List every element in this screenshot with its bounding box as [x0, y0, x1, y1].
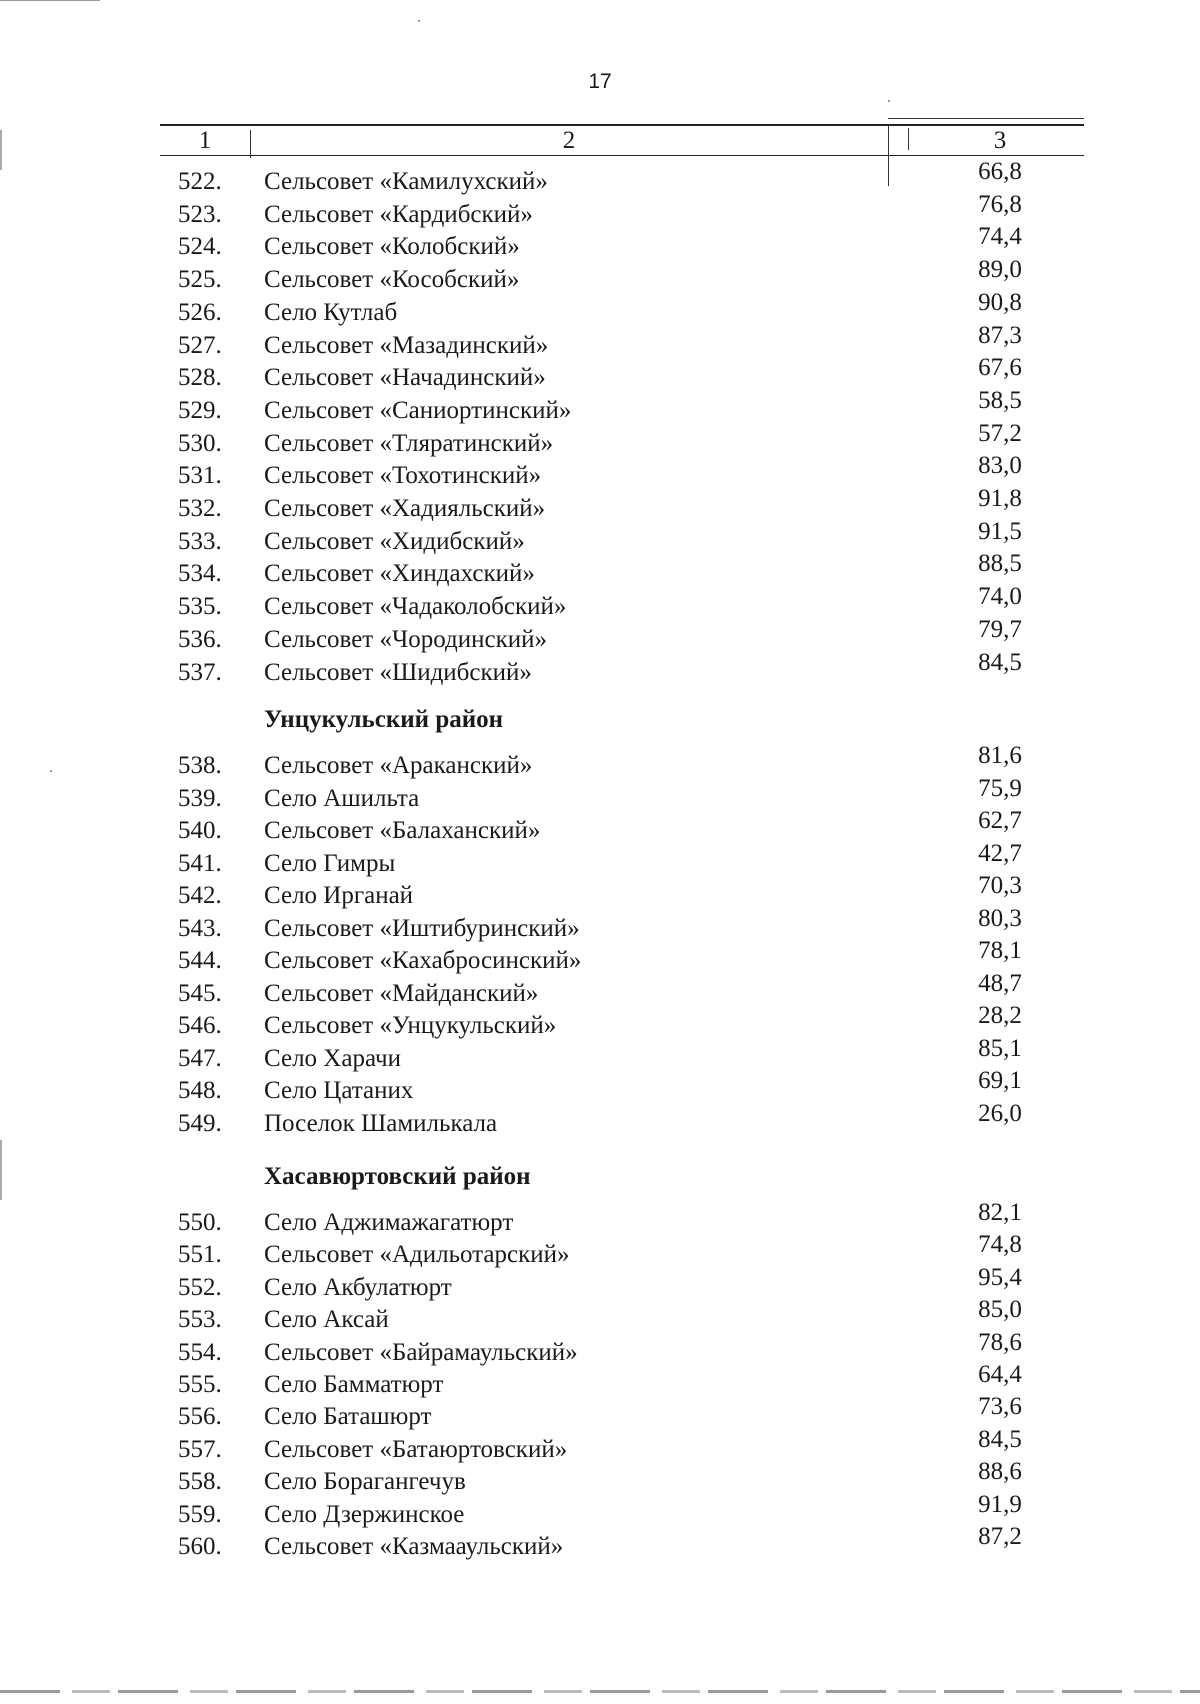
- scan-edge-mark: [0, 130, 2, 170]
- row-number: 559.: [178, 1500, 222, 1528]
- row-value: 82,1: [978, 1199, 1022, 1226]
- row-value: 87,2: [978, 1523, 1022, 1550]
- row-name: Сельсовет «Кособский»: [264, 266, 520, 294]
- row-number: 546.: [178, 1012, 222, 1039]
- row-name: Сельсовет «Араканский»: [264, 752, 533, 779]
- row-value: 81,6: [978, 742, 1022, 769]
- row-name: Село Ирганай: [264, 882, 414, 909]
- row-number: 555.: [178, 1371, 222, 1398]
- row-number: 549.: [178, 1109, 222, 1137]
- row-name: Село Борагангечув: [264, 1468, 466, 1496]
- row-number: 530.: [178, 429, 222, 457]
- table-row: [0, 648, 1200, 689]
- header-col-3: 3: [993, 127, 1007, 154]
- section-heading-untsukul: Унцукульский район: [264, 706, 504, 733]
- row-value: 66,8: [978, 158, 1022, 185]
- row-number: 539.: [178, 784, 222, 812]
- row-value: 74,4: [978, 223, 1022, 251]
- row-value: 73,6: [978, 1393, 1022, 1421]
- row-name: Сельсовет «Майданский»: [264, 979, 539, 1007]
- row-value: 83,0: [978, 452, 1022, 480]
- row-value: 91,9: [978, 1490, 1022, 1518]
- row-value: 87,3: [978, 321, 1022, 349]
- row-number: 534.: [178, 560, 222, 588]
- row-number: 522.: [178, 168, 222, 195]
- row-name: Сельсовет «Унцукульский»: [264, 1012, 557, 1039]
- row-value: 90,8: [978, 288, 1022, 316]
- page-number: 17: [588, 70, 612, 93]
- row-number: 553.: [178, 1306, 222, 1334]
- row-name: Сельсовет «Колобский»: [264, 233, 520, 261]
- row-value: 88,5: [978, 550, 1022, 578]
- row-name: Поселок Шамилькала: [264, 1109, 498, 1137]
- row-value: 70,3: [978, 872, 1022, 899]
- row-value: 91,5: [978, 517, 1022, 545]
- row-value: 28,2: [978, 1002, 1022, 1029]
- row-number: 548.: [178, 1077, 222, 1104]
- row-name: Сельсовет «Чородинский»: [264, 625, 547, 653]
- scan-bottom-line: [0, 1690, 1200, 1693]
- header-col-1: 1: [198, 127, 212, 154]
- row-name: Сельсовет «Кардибский»: [264, 200, 533, 228]
- row-value: 88,6: [978, 1458, 1022, 1486]
- row-value: 69,1: [978, 1067, 1022, 1094]
- row-value: 84,5: [978, 1425, 1022, 1453]
- row-number: 551.: [178, 1241, 222, 1269]
- row-value: 78,6: [978, 1328, 1022, 1356]
- row-value: 74,8: [978, 1231, 1022, 1259]
- row-value: 42,7: [978, 839, 1022, 867]
- row-value: 85,0: [978, 1296, 1022, 1324]
- row-name: Сельсовет «Балаханский»: [264, 817, 541, 844]
- row-number: 527.: [178, 331, 222, 359]
- row-name: Сельсовет «Чадаколобский»: [264, 593, 567, 621]
- row-value: 91,8: [978, 485, 1022, 512]
- row-name: Село Акбулатюрт: [264, 1273, 452, 1301]
- row-number: 557.: [178, 1435, 222, 1463]
- header-col-2: 2: [562, 127, 576, 154]
- row-name: Сельсовет «Камилухский»: [264, 168, 548, 195]
- row-value: 74,0: [978, 583, 1022, 611]
- row-name: Сельсовет «Казмааульский»: [264, 1533, 564, 1560]
- scan-speck: [888, 100, 890, 102]
- scan-speck: [418, 20, 420, 22]
- row-number: 543.: [178, 914, 222, 942]
- row-number: 523.: [178, 200, 222, 228]
- row-name: Село Аджимажагатюрт: [264, 1209, 514, 1236]
- row-value: 95,4: [978, 1263, 1022, 1291]
- row-number: 544.: [178, 947, 222, 974]
- row-value: 57,2: [978, 419, 1022, 447]
- row-name: Сельсовет «Тохотинский»: [264, 462, 542, 490]
- row-number: 524.: [178, 233, 222, 261]
- row-name: Сельсовет «Хиндахский»: [264, 560, 535, 588]
- row-value: 48,7: [978, 969, 1022, 997]
- row-name: Село Кутлаб: [264, 298, 398, 326]
- row-number: 538.: [178, 752, 222, 779]
- row-value: 85,1: [978, 1034, 1022, 1062]
- row-name: Сельсовет «Тляратинский»: [264, 429, 554, 457]
- row-number: 533.: [178, 527, 222, 555]
- row-number: 540.: [178, 817, 222, 844]
- row-number: 547.: [178, 1044, 222, 1072]
- row-value: 67,6: [978, 354, 1022, 382]
- row-name: Село Дзержинское: [264, 1500, 465, 1528]
- row-number: 525.: [178, 266, 222, 294]
- row-name: Сельсовет «Мазадинский»: [264, 331, 549, 359]
- row-name: Село Баташюрт: [264, 1403, 432, 1431]
- row-value: 89,0: [978, 256, 1022, 284]
- row-value: 58,5: [978, 386, 1022, 414]
- row-value: 76,8: [978, 190, 1022, 218]
- row-number: 558.: [178, 1468, 222, 1496]
- row-number: 535.: [178, 593, 222, 621]
- row-name: Сельсовет «Хадияльский»: [264, 495, 546, 522]
- header-divider-3: [908, 128, 909, 150]
- row-number: 542.: [178, 882, 222, 909]
- row-value: 26,0: [978, 1099, 1022, 1127]
- table-header-rule: [160, 155, 1084, 156]
- row-name: Село Цатаних: [264, 1077, 414, 1104]
- row-name: Сельсовет «Кахабросинский»: [264, 947, 582, 974]
- row-value: 62,7: [978, 807, 1022, 834]
- row-number: 536.: [178, 625, 222, 653]
- row-name: Сельсовет «Батаюртовский»: [264, 1435, 568, 1463]
- row-name: Сельсовет «Начадинский»: [264, 364, 546, 392]
- row-value: 78,1: [978, 937, 1022, 964]
- row-name: Село Ашильта: [264, 784, 420, 812]
- table-top-rule-offset: [888, 118, 1084, 119]
- row-name: Сельсовет «Байрамаульский»: [264, 1338, 578, 1366]
- row-value: 80,3: [978, 904, 1022, 932]
- scan-corner-line: [0, 0, 100, 1]
- row-number: 526.: [178, 298, 222, 326]
- row-number: 537.: [178, 658, 222, 686]
- row-value: 64,4: [978, 1361, 1022, 1388]
- row-number: 560.: [178, 1533, 222, 1560]
- row-name: Сельсовет «Хидибский»: [264, 527, 525, 555]
- scan-edge-mark: [0, 1140, 2, 1200]
- row-name: Сельсовет «Шидибский»: [264, 658, 532, 686]
- row-number: 550.: [178, 1209, 222, 1236]
- row-value: 84,5: [978, 648, 1022, 676]
- row-number: 554.: [178, 1338, 222, 1366]
- row-value: 75,9: [978, 774, 1022, 802]
- row-number: 531.: [178, 462, 222, 490]
- table-row: [0, 1099, 1200, 1140]
- row-number: 541.: [178, 849, 222, 877]
- row-name: Село Гимры: [264, 849, 396, 877]
- row-number: 529.: [178, 396, 222, 424]
- row-name: Село Харачи: [264, 1044, 401, 1072]
- section-heading-khasavyurt: Хасавюртовский район: [264, 1163, 531, 1190]
- row-name: Сельсовет «Адильотарский»: [264, 1241, 570, 1269]
- row-number: 528.: [178, 364, 222, 392]
- row-value: 79,7: [978, 615, 1022, 643]
- row-number: 556.: [178, 1403, 222, 1431]
- row-number: 545.: [178, 979, 222, 1007]
- row-number: 552.: [178, 1273, 222, 1301]
- table-row: [0, 1523, 1200, 1563]
- row-number: 532.: [178, 495, 222, 522]
- row-name: Сельсовет «Иштибуринский»: [264, 914, 580, 942]
- row-name: Сельсовет «Саниортинский»: [264, 396, 572, 424]
- row-name: Село Бамматюрт: [264, 1371, 444, 1398]
- row-name: Село Аксай: [264, 1306, 389, 1334]
